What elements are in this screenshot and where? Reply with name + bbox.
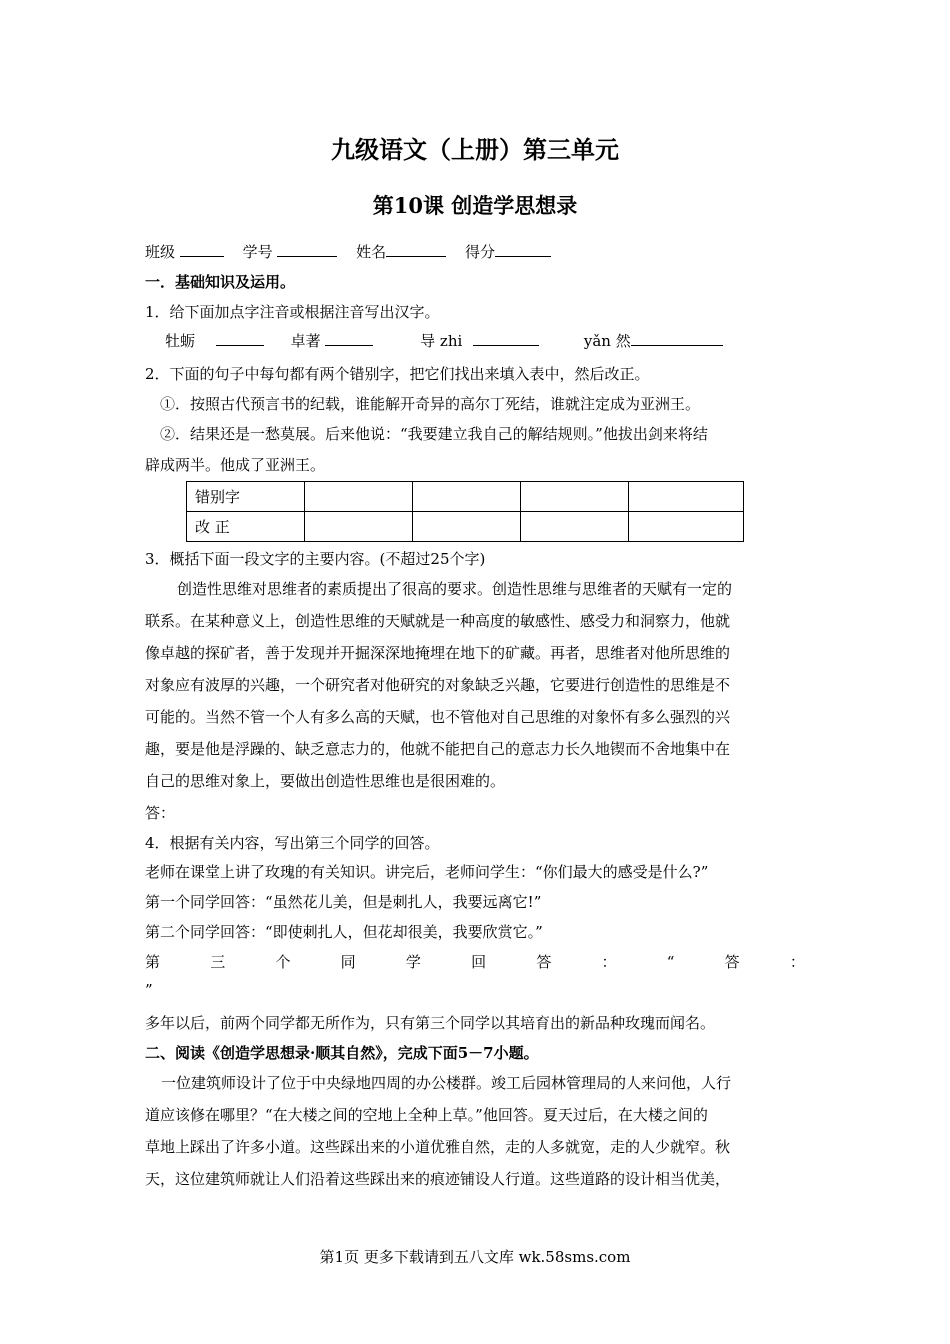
name-blank[interactable] xyxy=(386,242,446,257)
class-blank[interactable] xyxy=(180,242,224,257)
number-label: 学号 xyxy=(242,243,273,261)
q3-prompt: 3．概括下面一段文字的主要内容。(不超过25个字) xyxy=(145,550,486,568)
spread-char: 答 xyxy=(536,953,552,971)
q1-item-2: 卓著 xyxy=(290,332,321,350)
spread-char: 回 xyxy=(471,953,487,971)
passage-line: 联系。在某种意义上，创造性思维的天赋就是一种高度的敏感性、感受力和洞察力，他就 xyxy=(145,612,731,630)
spread-char: 三 xyxy=(210,953,226,971)
page-title: 九级语文（上册）第三单元 xyxy=(331,135,619,164)
passage-line: 像卓越的探矿者，善于发现并开掘深深地掩埋在地下的矿藏。再者，思维者对他所思维的 xyxy=(145,644,731,662)
q1-item-3: 导 zhi xyxy=(420,332,463,350)
q2-prompt: 2．下面的句子中每句都有两个错别字，把它们找出来填入表中，然后改正。 xyxy=(145,365,650,383)
table-row xyxy=(187,512,744,542)
q1-item-4: yǎn 然 xyxy=(583,332,631,350)
q4-prompt: 4．根据有关内容，写出第三个同学的回答。 xyxy=(145,834,440,852)
student-info-row xyxy=(145,242,805,262)
q2-sentence-2a: ②．结果还是一愁莫展。后来他说：“我要建立我自己的解结规则。”他拔出剑来将结 xyxy=(160,425,708,443)
q4-line-2: 第一个同学回答：“虽然花儿美，但是刺扎人，我要远离它!” xyxy=(145,893,542,911)
q1-blank-1[interactable] xyxy=(216,331,264,346)
passage-line: 创造性思维对思维者的素质提出了很高的要求。创造性思维与思维者的天赋有一定的 xyxy=(177,580,733,598)
q2-sentence-1: ①．按照古代预言书的纪载，谁能解开奇异的高尔丁死结，谁就注定成为亚洲王。 xyxy=(160,395,701,413)
q1-blank-4[interactable] xyxy=(631,331,723,346)
q1-blank-2[interactable] xyxy=(325,331,373,346)
table-cell[interactable] xyxy=(629,512,744,542)
table-cell[interactable] xyxy=(305,512,413,542)
table-cell[interactable] xyxy=(629,482,744,512)
section2-passage xyxy=(145,1067,805,1195)
spread-char: 第 xyxy=(145,953,161,971)
spread-char: ： xyxy=(789,953,805,971)
q4-line-1: 老师在课堂上讲了玫瑰的有关知识。讲完后，老师问学生：“你们最大的感受是什么?” xyxy=(145,863,709,881)
passage-line: 可能的。当然不管一个人有多么高的天赋，也不管他对自己思维的对象怀有多么强烈的兴 xyxy=(145,708,731,726)
score-blank[interactable] xyxy=(495,242,551,257)
q1-blank-3[interactable] xyxy=(473,331,539,346)
q3-answer-label: 答： xyxy=(145,804,176,822)
passage-line: 天，这位建筑师就让人们沿着这些踩出来的痕迹铺设人行道。这些道路的设计相当优美， xyxy=(145,1170,731,1188)
q4-ending: 多年以后，前两个同学都无所作为，只有第三个同学以其培育出的新品种玫瑰而闻名。 xyxy=(145,1014,716,1032)
q4-line-3: 第二个同学回答：“即使刺扎人，但花却很美，我要欣赏它。” xyxy=(145,923,543,941)
passage-line: 道应该修在哪里？“在大楼之间的空地上全种上草。”他回答。夏天过后，在大楼之间的 xyxy=(145,1106,708,1124)
section2-heading: 二、阅读《创造学思想录·顺其自然》，完成下面5－7小题。 xyxy=(145,1044,539,1062)
table-cell[interactable] xyxy=(413,512,521,542)
score-label: 得分 xyxy=(464,243,495,261)
q1-prompt: 1．给下面加点字注音或根据注音写出汉字。 xyxy=(145,303,440,321)
spread-char: 学 xyxy=(405,953,421,971)
q4-answer-line xyxy=(145,952,805,972)
passage-line: 草地上踩出了许多小道。这些踩出来的小道优雅自然，走的人多就宽，走的人少就窄。秋 xyxy=(145,1138,731,1156)
spread-char: ： xyxy=(601,953,617,971)
passage-line: 对象应有波厚的兴趣，一个研究者对他研究的对象缺乏兴趣，它要进行创造性的思维是不 xyxy=(145,676,731,694)
lesson-title: 第10课 创造学思想录 xyxy=(372,193,578,218)
table-cell[interactable] xyxy=(413,482,521,512)
q3-passage xyxy=(145,573,805,797)
q1-items-row xyxy=(165,331,825,351)
q4-close-quote: ” xyxy=(145,981,153,999)
spread-char: “ xyxy=(666,953,675,971)
number-blank[interactable] xyxy=(277,242,337,257)
table-row xyxy=(187,482,744,512)
passage-line: 趣，要是他是浮躁的、缺乏意志力的，他就不能把自己的意志力长久地锲而不舍地集中在 xyxy=(145,740,731,758)
table-label-cell: 改 正 xyxy=(187,512,305,542)
passage-line: 一位建筑师设计了位于中央绿地四周的办公楼群。竣工后园林管理局的人来问他，人行 xyxy=(161,1074,732,1092)
table-cell[interactable] xyxy=(521,482,629,512)
passage-line: 自己的思维对象上，要做出创造性思维也是很困难的。 xyxy=(145,772,506,790)
table-cell[interactable] xyxy=(521,512,629,542)
table-label-cell: 错别字 xyxy=(187,482,305,512)
error-correction-table xyxy=(186,481,744,542)
spread-char: 同 xyxy=(340,953,356,971)
spread-char: 个 xyxy=(275,953,291,971)
q2-sentence-2b: 辟成两半。他成了亚洲王。 xyxy=(145,456,326,474)
table-cell[interactable] xyxy=(305,482,413,512)
class-label: 班级 xyxy=(145,243,176,261)
q1-item-1: 牡蛎 xyxy=(165,332,196,350)
section1-heading: 一．基础知识及运用。 xyxy=(145,273,296,291)
name-label: 姓名 xyxy=(356,243,387,261)
spread-char: 答 xyxy=(724,953,740,971)
page-footer: 第1页 更多下载请到五八文库 wk.58sms.com xyxy=(319,1248,631,1266)
